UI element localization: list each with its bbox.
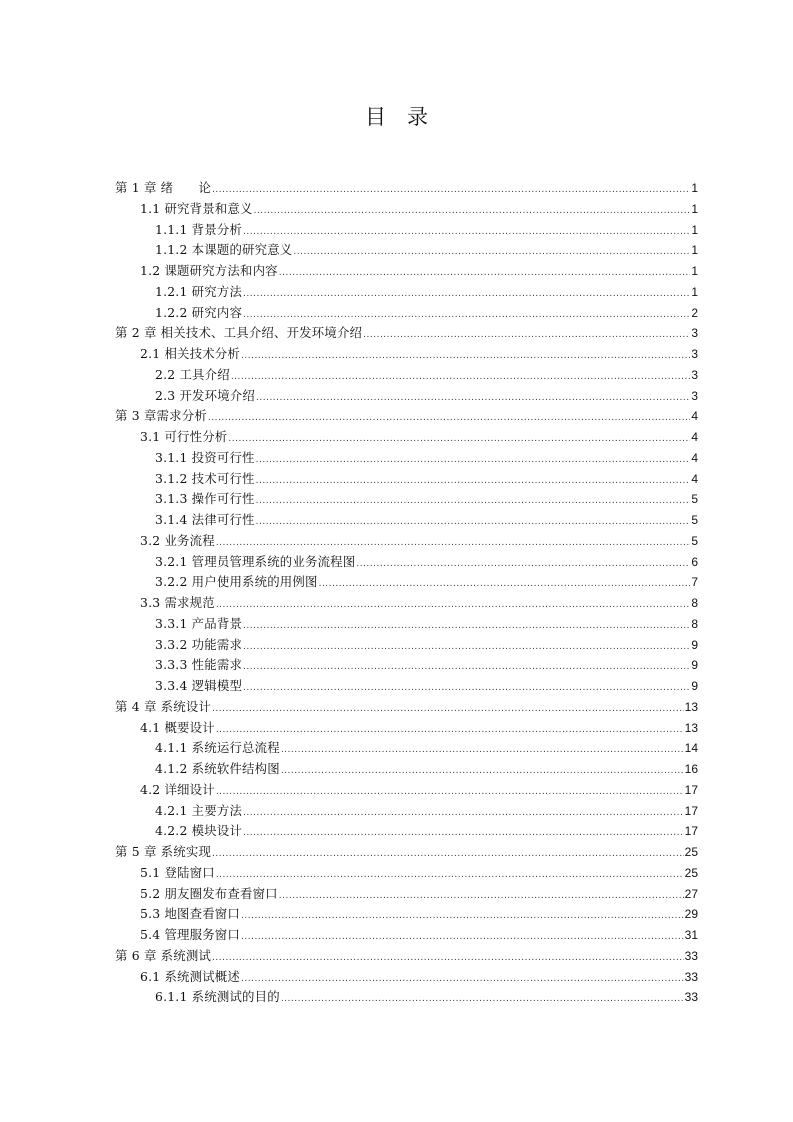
toc-dot-leader	[243, 823, 684, 844]
toc-entry[interactable]	[115, 489, 698, 510]
toc-entry-label: 3.1.2 技术可行性	[155, 470, 255, 486]
toc-page-number: 33	[684, 969, 698, 984]
toc-page-number: 17	[684, 782, 698, 797]
toc-entry[interactable]	[115, 572, 698, 593]
toc-entry[interactable]	[115, 510, 698, 531]
toc-entry-label: 3.3 需求规范	[140, 595, 215, 610]
toc-dot-leader	[243, 803, 684, 824]
toc-page-number: 4	[691, 430, 698, 444]
toc-entry[interactable]	[115, 863, 698, 884]
toc-entry-label: 第 1 章 绪 论	[115, 180, 212, 195]
toc-page-number: 1	[691, 264, 698, 278]
toc-page-number: 17	[684, 824, 698, 839]
toc-page-number: 9	[691, 658, 698, 673]
toc-entry-label: 第 4 章 系统设计	[115, 698, 212, 714]
toc-entry[interactable]	[115, 821, 698, 842]
toc-page-number: 13	[684, 699, 698, 714]
toc-dot-leader	[243, 616, 690, 637]
toc-dot-leader	[356, 554, 690, 575]
toc-entry[interactable]	[115, 178, 698, 199]
toc-page-number: 8	[691, 596, 698, 610]
toc-entry-label: 4.2 详细设计	[140, 781, 215, 797]
toc-dot-leader	[212, 948, 684, 969]
toc-entry[interactable]	[115, 635, 698, 656]
toc-entry-label: 1.2 课题研究方法和内容	[140, 263, 278, 278]
toc-entry[interactable]	[115, 344, 698, 365]
toc-entry-label: 4.2.2 模块设计	[155, 823, 243, 839]
toc-entry-label: 4.1 概要设计	[140, 719, 215, 735]
toc-entry-label: 4.2.1 主要方法	[155, 802, 243, 818]
toc-entry-label: 1.1.1 背景分析	[155, 221, 243, 237]
toc-dot-leader	[254, 201, 691, 222]
toc-entry-label: 6.1 系统测试概述	[140, 968, 240, 984]
toc-dot-leader	[256, 450, 691, 471]
toc-dot-leader	[281, 989, 684, 1010]
toc-dot-leader	[212, 699, 684, 720]
toc-entry[interactable]	[115, 884, 698, 905]
toc-dot-leader	[212, 844, 684, 865]
toc-page-number: 5	[691, 513, 698, 527]
toc-dot-leader	[256, 512, 691, 533]
toc-entry[interactable]	[115, 759, 698, 780]
toc-dot-leader	[256, 388, 690, 409]
toc-entry-label: 3.3.2 功能需求	[155, 636, 243, 652]
toc-entry[interactable]	[115, 925, 698, 946]
toc-dot-leader	[216, 533, 691, 554]
toc-dot-leader	[279, 263, 691, 284]
toc-page-number: 14	[684, 741, 698, 756]
toc-page-number: 29	[684, 907, 698, 922]
toc-dot-leader	[208, 408, 690, 429]
toc-page-number: 8	[691, 616, 698, 631]
toc-entry[interactable]	[115, 801, 698, 822]
toc-page-number: 3	[691, 347, 698, 361]
toc-entry-label: 1.2.1 研究方法	[155, 283, 243, 299]
toc-entry-label: 2.1 相关技术分析	[140, 346, 240, 361]
toc-dot-leader	[231, 367, 691, 388]
toc-page-number: 1	[691, 222, 698, 237]
toc-entry-label: 3.2.1 管理员管理系统的业务流程图	[155, 553, 356, 569]
toc-entry[interactable]	[115, 406, 698, 427]
toc-page-number: 1	[691, 284, 698, 299]
toc-entry-label: 4.1.2 系统软件结构图	[155, 761, 280, 776]
toc-entry[interactable]	[115, 697, 698, 718]
toc-page-number: 5	[691, 533, 698, 548]
toc-entry[interactable]	[115, 220, 698, 241]
toc-dot-leader	[216, 720, 684, 741]
toc-page-number: 17	[684, 803, 698, 818]
toc-entry[interactable]	[115, 987, 698, 1008]
table-of-contents	[115, 178, 698, 1008]
toc-page-number: 4	[691, 450, 698, 465]
toc-entry-label: 第 3 章需求分析	[115, 408, 207, 424]
toc-page-number: 1	[691, 201, 698, 216]
toc-entry[interactable]	[115, 261, 698, 282]
toc-entry[interactable]	[115, 448, 698, 469]
toc-dot-leader	[241, 906, 684, 927]
toc-entry[interactable]	[115, 946, 698, 967]
toc-dot-leader	[241, 969, 684, 990]
toc-entry[interactable]	[115, 718, 698, 739]
toc-page-number: 1	[691, 181, 698, 195]
toc-dot-leader	[256, 491, 691, 512]
toc-dot-leader	[363, 325, 690, 346]
toc-entry[interactable]	[115, 303, 698, 324]
toc-entry[interactable]	[115, 552, 698, 573]
toc-page-number: 3	[691, 388, 698, 403]
toc-page-number: 33	[684, 948, 698, 963]
toc-dot-leader	[243, 305, 690, 326]
toc-page-number: 25	[684, 865, 698, 880]
toc-entry-label: 3.3.4 逻辑模型	[155, 678, 243, 693]
toc-dot-leader	[279, 886, 684, 907]
toc-entry-label: 5.1 登陆窗口	[140, 864, 215, 880]
toc-entry[interactable]	[115, 738, 698, 759]
toc-entry-label: 2.2 工具介绍	[155, 366, 230, 382]
toc-page-number: 1	[691, 243, 698, 258]
toc-dot-leader	[216, 865, 684, 886]
toc-entry-label: 3.1.3 操作可行性	[155, 491, 255, 507]
toc-entry[interactable]	[115, 593, 698, 614]
toc-entry[interactable]	[115, 842, 698, 863]
toc-entry[interactable]	[115, 780, 698, 801]
toc-entry-label: 3.1 可行性分析	[140, 429, 228, 444]
toc-dot-leader	[319, 574, 691, 595]
toc-dot-leader	[243, 678, 690, 699]
toc-page-number: 7	[691, 575, 698, 590]
toc-entry[interactable]	[115, 676, 698, 697]
toc-page-number: 27	[684, 886, 698, 901]
toc-entry-label: 5.4 管理服务窗口	[140, 927, 240, 942]
toc-dot-leader	[281, 761, 684, 782]
toc-entry-label: 2.3 开发环境介绍	[155, 387, 255, 403]
toc-title: 目 录	[365, 105, 428, 129]
toc-page-number: 4	[691, 409, 698, 424]
toc-entry-label: 4.1.1 系统运行总流程	[155, 740, 280, 756]
toc-dot-leader	[281, 740, 684, 761]
toc-entry[interactable]	[115, 199, 698, 220]
toc-page-number: 5	[691, 492, 698, 507]
toc-dot-leader	[243, 284, 690, 305]
toc-page-number: 3	[691, 326, 698, 341]
toc-page-number: 31	[684, 928, 698, 942]
toc-dot-leader	[216, 595, 691, 616]
toc-page-number: 33	[684, 990, 698, 1005]
toc-dot-leader	[241, 927, 684, 948]
toc-page-number: 9	[691, 637, 698, 652]
toc-entry-label: 3.1.4 法律可行性	[155, 512, 255, 527]
toc-entry[interactable]	[115, 469, 698, 490]
toc-dot-leader	[243, 657, 690, 678]
toc-entry-label: 1.1 研究背景和意义	[140, 200, 253, 216]
toc-entry-label: 3.2 业务流程	[140, 532, 215, 548]
toc-entry-label: 3.3.3 性能需求	[155, 657, 243, 673]
toc-entry[interactable]	[115, 240, 698, 261]
toc-dot-leader	[256, 471, 691, 492]
toc-page-number: 6	[691, 554, 698, 569]
toc-entry[interactable]	[115, 531, 698, 552]
toc-entry-label: 第 5 章 系统实现	[115, 844, 212, 859]
toc-dot-leader	[216, 782, 684, 803]
toc-entry[interactable]	[115, 365, 698, 386]
toc-entry-label: 3.3.1 产品背景	[155, 615, 243, 631]
toc-entry[interactable]	[115, 614, 698, 635]
toc-dot-leader	[243, 222, 690, 243]
toc-page-number: 2	[691, 305, 698, 320]
toc-entry-label: 3.2.2 用户使用系统的用例图	[155, 574, 318, 590]
toc-entry[interactable]	[115, 427, 698, 448]
toc-page-number: 25	[684, 845, 698, 859]
toc-dot-leader	[228, 429, 690, 450]
toc-entry[interactable]	[115, 386, 698, 407]
toc-page-number: 4	[691, 471, 698, 486]
toc-page-number: 13	[684, 720, 698, 735]
toc-entry[interactable]	[115, 904, 698, 925]
toc-page-number: 16	[684, 762, 698, 776]
toc-entry[interactable]	[115, 967, 698, 988]
toc-dot-leader	[241, 346, 690, 367]
toc-entry[interactable]	[115, 323, 698, 344]
toc-dot-leader	[243, 637, 690, 658]
toc-page-number: 3	[691, 367, 698, 382]
toc-entry-label: 6.1.1 系统测试的目的	[155, 989, 280, 1005]
toc-entry[interactable]	[115, 655, 698, 676]
toc-dot-leader	[212, 180, 690, 201]
toc-entry-label: 第 6 章 系统测试	[115, 947, 212, 963]
toc-entry-label: 5.3 地图查看窗口	[140, 906, 240, 922]
toc-entry-label: 5.2 朋友圈发布查看窗口	[140, 885, 278, 901]
toc-dot-leader	[293, 242, 690, 263]
toc-entry-label: 1.2.2 研究内容	[155, 304, 243, 320]
toc-entry-label: 3.1.1 投资可行性	[155, 449, 255, 465]
toc-entry-label: 第 2 章 相关技术、工具介绍、开发环境介绍	[115, 325, 363, 341]
toc-entry-label: 1.1.2 本课题的研究意义	[155, 242, 293, 258]
toc-page-number: 9	[691, 679, 698, 693]
toc-entry[interactable]	[115, 282, 698, 303]
